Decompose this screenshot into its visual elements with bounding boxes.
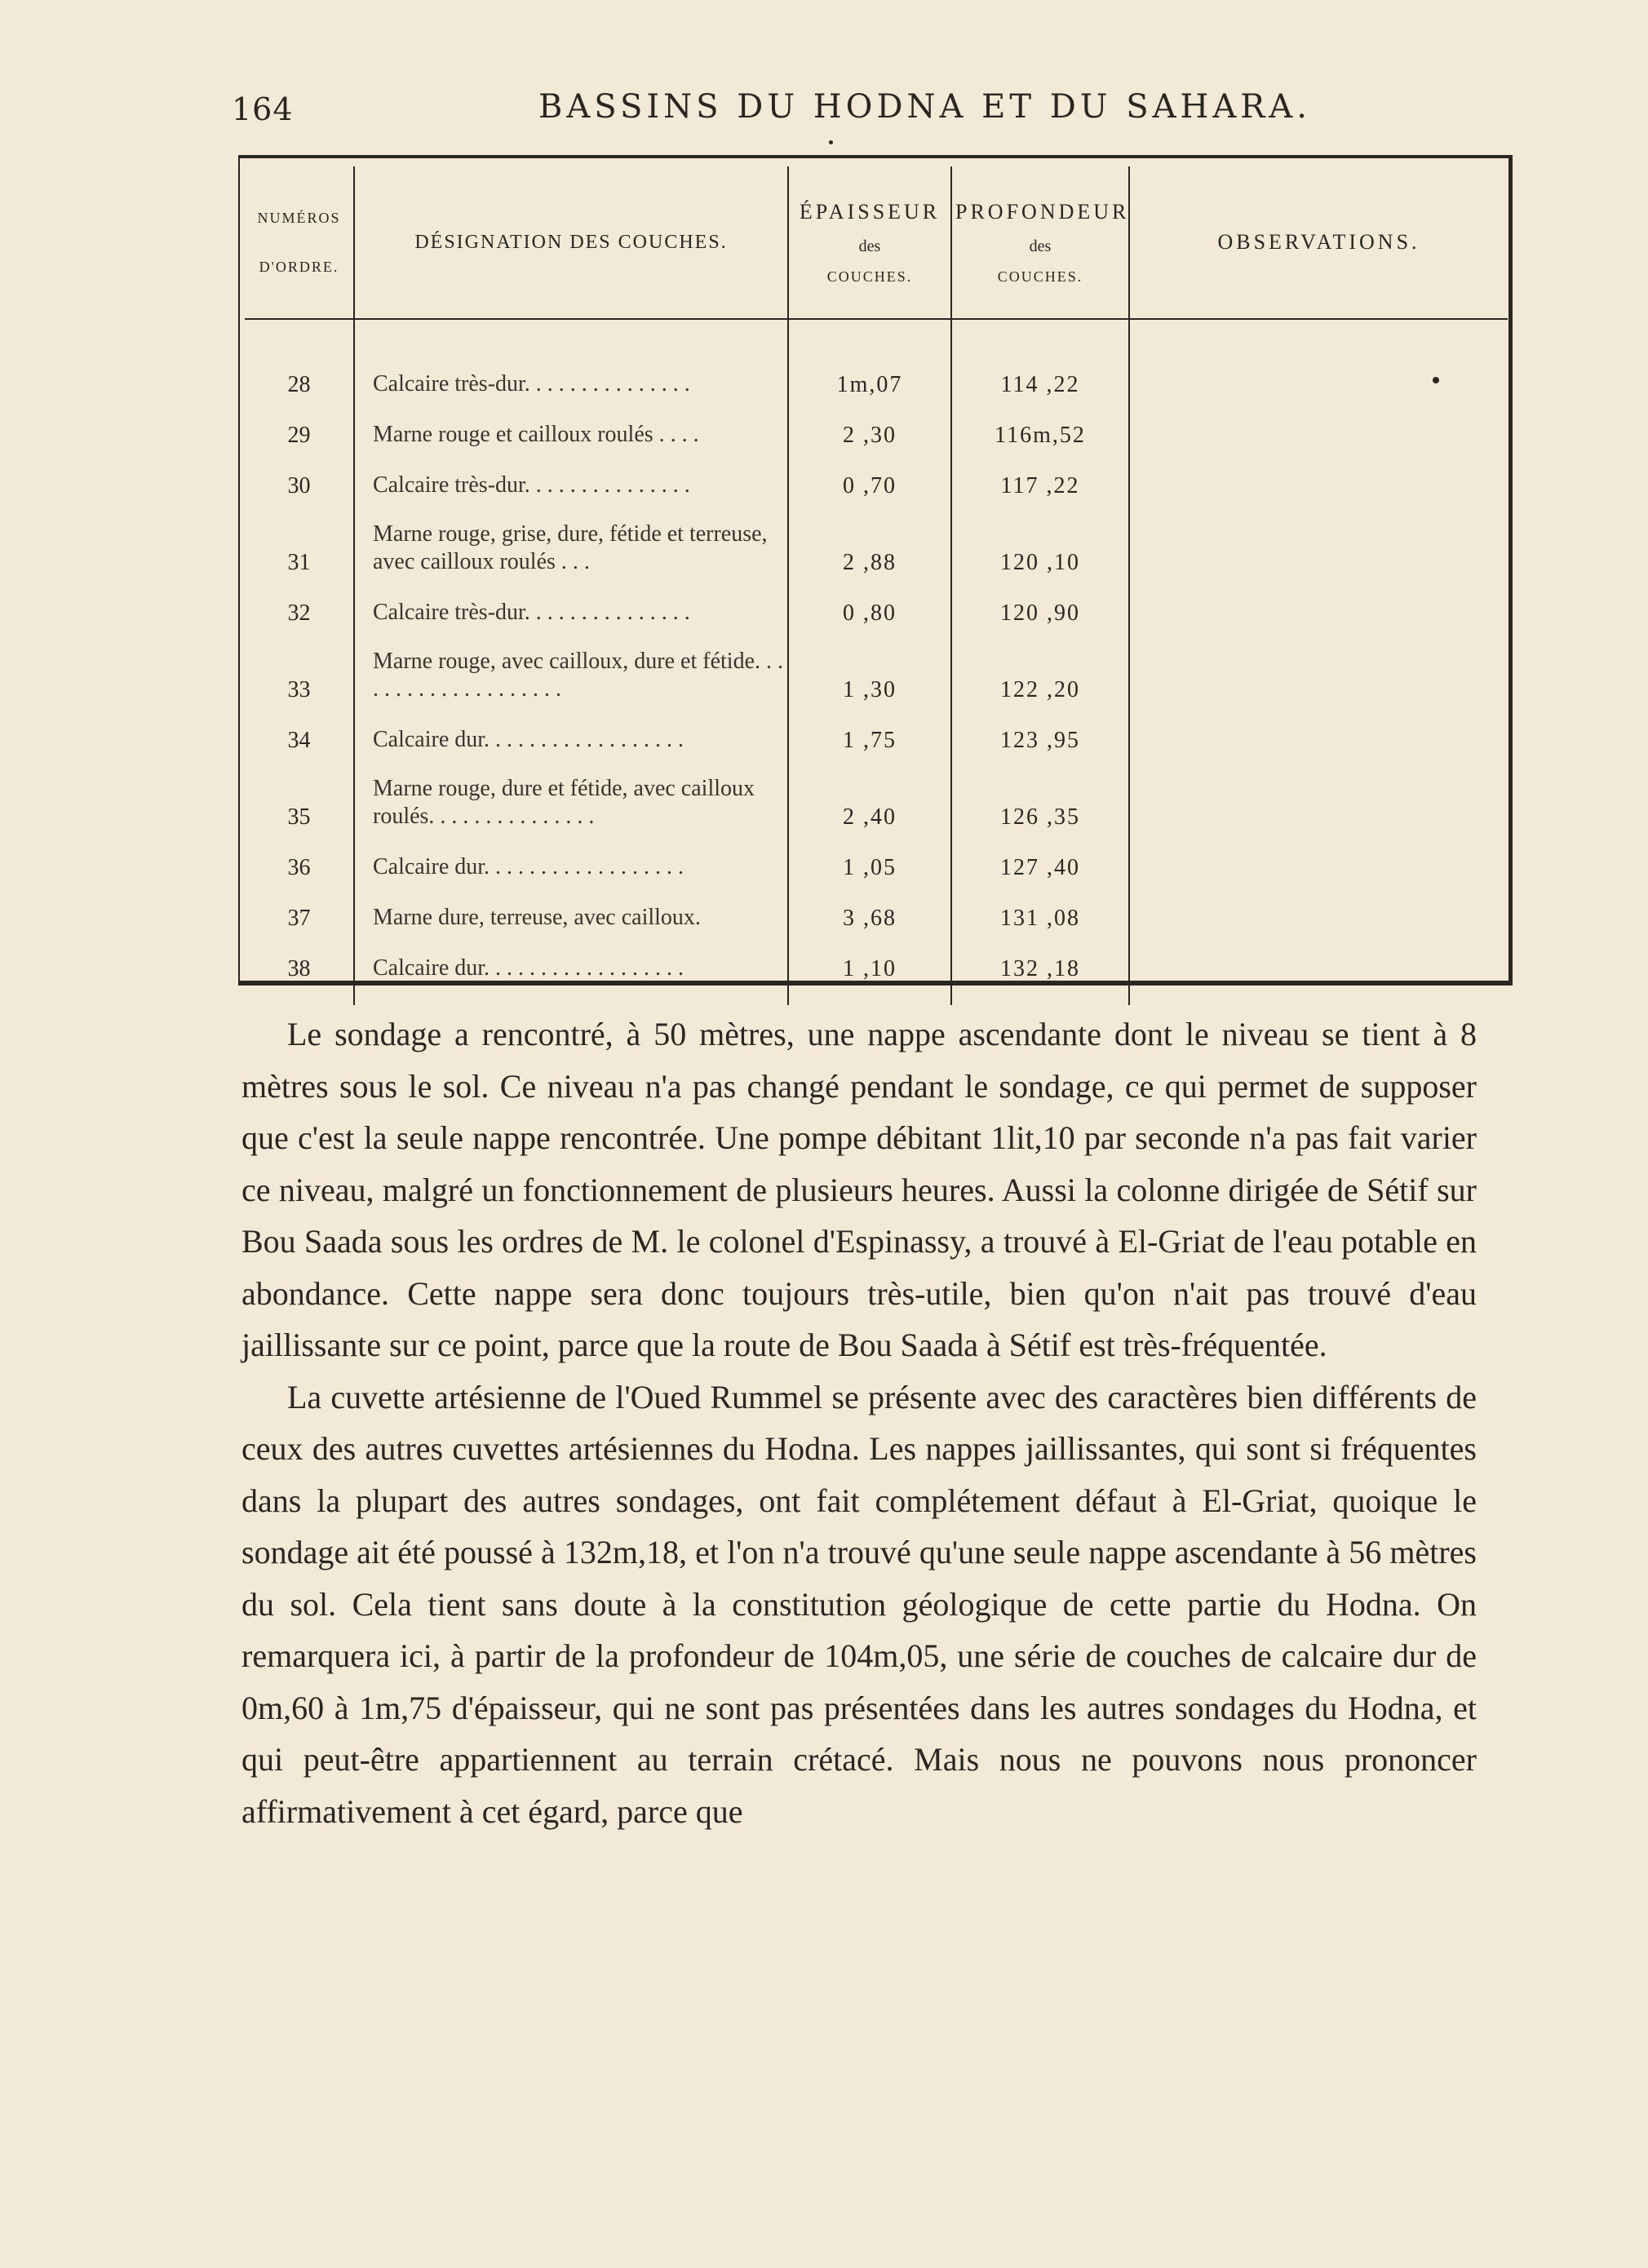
- strata-table: [245, 166, 1508, 1005]
- row-profondeur: 117 ,22: [951, 449, 1129, 499]
- table-row: [245, 831, 1508, 881]
- row-profondeur: 126 ,35: [951, 754, 1129, 831]
- table-row: [245, 576, 1508, 627]
- header-profondeur: [951, 166, 1129, 319]
- header-epaisseur: [788, 166, 951, 319]
- row-epaisseur: 1 ,75: [788, 703, 951, 754]
- row-number: 38: [287, 956, 311, 981]
- paragraph: La cuvette artésienne de l'Oued Rummel se présente avec des caractères bien différents de ceux des autres cuvettes artésiennes du Hodna. Les nappes jaillissantes, qui sont si fréquentes dans la plupart des autres sondages, ont fait complétement défaut à El-Griat, quoique le sondage ait été poussé à 132m,18, et l'on n'a trouvé qu'une seule nappe ascendante à 56 mètres du sol. Cela tient sans doute à la constitution géologique de cette partie du Hodna. On remarquera ici, à partir de la profondeur de 104m,05, une série de couches de calcaire dur de 0m,60 à 1m,75 d'épaisseur, qui ne sont pas présentées dans les autres sondages du Hodna, et qui peut-être appartiennent au terrain crétacé. Mais nous ne pouvons nous prononcer affirmativement à cet égard, parce que: [241, 1378, 1477, 1830]
- row-epaisseur: 1m,07: [788, 319, 951, 398]
- table-row: [245, 398, 1508, 449]
- ink-speck: [1433, 377, 1439, 383]
- table-row: [245, 319, 1508, 398]
- body-text: [241, 1008, 1477, 1837]
- paragraph: Le sondage a rencontré, à 50 mètres, une nappe ascendante dont le niveau se tient à 8 mètres sous le sol. Ce niveau n'a pas changé pendant le sondage, ce qui permet de supposer que c'est la seule nappe rencontrée. Une pompe débitant 1lit,10 par seconde n'a pas fait varier ce niveau, malgré un fonctionnement de plusieurs heures. Aussi la colonne dirigée de Sétif sur Bou Saada sous les ordres de M. le colonel d'Espinassy, a trouvé à El-Griat de l'eau potable en abondance. Cette nappe sera donc toujours très-utile, bien qu'on n'ait pas trouvé d'eau jaillissante sur ce point, parce que la route de Bou Saada à Sétif est très-fréquentée.: [241, 1016, 1477, 1363]
- row-profondeur: 114 ,22: [951, 319, 1129, 398]
- row-number: 36: [287, 855, 311, 880]
- header-numero: [245, 166, 354, 319]
- row-profondeur: 131 ,08: [951, 881, 1129, 932]
- row-profondeur: 120 ,90: [951, 576, 1129, 627]
- row-number: 31: [287, 550, 311, 575]
- row-epaisseur: 0 ,70: [788, 449, 951, 499]
- row-observations: [1129, 831, 1508, 881]
- header-profondeur-line1: PROFONDEUR: [955, 199, 1130, 224]
- row-observations: [1129, 703, 1508, 754]
- page-number: 164: [232, 91, 294, 127]
- row-epaisseur: 2 ,88: [788, 499, 951, 576]
- row-epaisseur: 3 ,68: [788, 881, 951, 932]
- row-description: Calcaire dur. . . . . . . . . . . . . . . . . .: [354, 703, 788, 754]
- row-number: 35: [287, 804, 311, 830]
- table-row: [245, 499, 1508, 576]
- row-observations: [1129, 398, 1508, 449]
- row-epaisseur: 0 ,80: [788, 576, 951, 627]
- header-numero-line1: NUMÉROS: [257, 210, 341, 226]
- header-epaisseur-line1: ÉPAISSEUR: [799, 199, 941, 224]
- row-description: Marne dure, terreuse, avec cailloux.: [354, 881, 788, 932]
- row-number: 28: [287, 372, 311, 397]
- table-row: [245, 881, 1508, 932]
- row-number: 29: [287, 423, 311, 448]
- row-description: Marne rouge, grise, dure, fétide et terreuse, avec cailloux roulés . . .: [354, 499, 788, 576]
- row-epaisseur: 1 ,05: [788, 831, 951, 881]
- row-number: 37: [287, 906, 311, 931]
- row-observations: [1129, 932, 1508, 1005]
- row-observations: [1129, 499, 1508, 576]
- table-header-row: [245, 166, 1508, 319]
- row-description: Calcaire très-dur. . . . . . . . . . . . . . .: [354, 576, 788, 627]
- row-profondeur: 120 ,10: [951, 499, 1129, 576]
- header-designation: [354, 166, 788, 319]
- header-profondeur-line3: COUCHES.: [997, 268, 1083, 285]
- header-profondeur-line2: des: [1029, 237, 1052, 255]
- row-observations: [1129, 881, 1508, 932]
- row-description: Calcaire très-dur. . . . . . . . . . . . . . .: [354, 449, 788, 499]
- row-number: 30: [287, 473, 311, 498]
- header-epaisseur-line3: COUCHES.: [826, 268, 913, 285]
- row-profondeur: 132 ,18: [951, 932, 1129, 1005]
- row-number: 34: [287, 728, 311, 753]
- row-epaisseur: 1 ,10: [788, 932, 951, 1005]
- row-number: 33: [287, 677, 311, 702]
- row-observations: [1129, 627, 1508, 703]
- row-description: Marne rouge, avec cailloux, dure et fétide. . . . . . . . . . . . . . . . . . . .: [354, 627, 788, 703]
- table-row: [245, 703, 1508, 754]
- running-title: BASSINS DU HODNA ET DU SAHARA.: [538, 88, 1312, 126]
- row-profondeur: 122 ,20: [951, 627, 1129, 703]
- header-numero-line2: D'ORDRE.: [259, 259, 339, 275]
- row-number: 32: [287, 600, 311, 626]
- row-observations: [1129, 449, 1508, 499]
- row-profondeur: 116m,52: [951, 398, 1129, 449]
- row-epaisseur: 2 ,30: [788, 398, 951, 449]
- row-description: Calcaire dur. . . . . . . . . . . . . . . . . .: [354, 831, 788, 881]
- ink-speck: [829, 140, 833, 144]
- table-row: [245, 627, 1508, 703]
- row-description: Calcaire dur. . . . . . . . . . . . . . . . . .: [354, 932, 788, 1005]
- row-epaisseur: 2 ,40: [788, 754, 951, 831]
- header-observations: [1129, 166, 1508, 319]
- row-description: Marne rouge et cailloux roulés . . . .: [354, 398, 788, 449]
- header-epaisseur-line2: des: [858, 237, 881, 255]
- table-row: [245, 754, 1508, 831]
- row-observations: [1129, 319, 1508, 398]
- header-observations-label: OBSERVATIONS.: [1217, 230, 1420, 254]
- row-profondeur: 127 ,40: [951, 831, 1129, 881]
- row-observations: [1129, 576, 1508, 627]
- table-row: [245, 449, 1508, 499]
- header-designation-label: DÉSIGNATION DES COUCHES.: [414, 231, 728, 253]
- row-observations: [1129, 754, 1508, 831]
- table-row: [245, 932, 1508, 1005]
- row-description: Marne rouge, dure et fétide, avec cailloux roulés. . . . . . . . . . . . . . .: [354, 754, 788, 831]
- row-profondeur: 123 ,95: [951, 703, 1129, 754]
- row-description: Calcaire très-dur. . . . . . . . . . . . . . .: [354, 319, 788, 398]
- row-epaisseur: 1 ,30: [788, 627, 951, 703]
